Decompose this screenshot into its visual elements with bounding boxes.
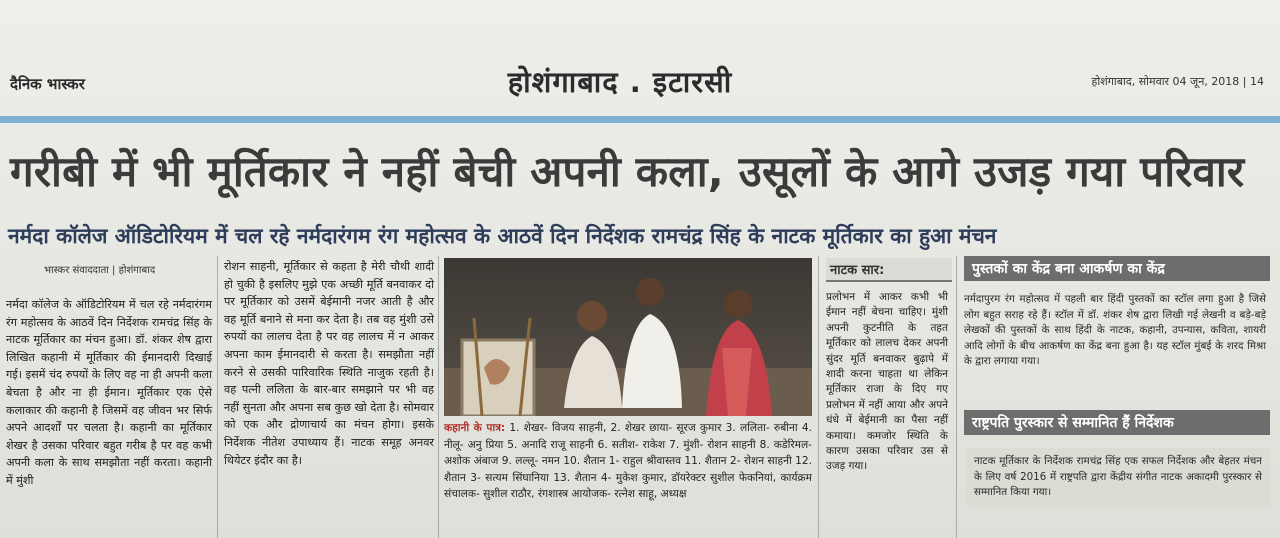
photo-caption bbox=[444, 420, 812, 503]
caption-text: 1. शेखर- विजय साहनी, 2. शेखर छाया- सूरज कुमार 3. ललिता- रुबीना 4. नीलू- अनु प्रिया 5. अनादि राजू साहनी 6. सतीश- राकेश 7. मुंशी- रोशन साहनी 8. कडेरिमल- अशोक अंबाज 9. लल्लू- नमन 10. शैतान 1- राहुल श्रीवास्तव 11. शैतान 2- रोशन साहनी 12. शैतान 3- सत्यम सिंघानिया 13. शैतान 4- मुकेश कुमार, डॉयरेक्टर सुशील फेकनियां, कार्यक्रम संचालक- सुशील राठौर, रंगशास्त्र आयोजक- रत्नेश साहू, अध्यक्ष bbox=[444, 422, 812, 500]
caption-lead: कहानी के पात्र: bbox=[444, 422, 506, 434]
edition-city: होशंगाबाद . इटारसी bbox=[507, 65, 733, 99]
column-divider bbox=[217, 256, 218, 538]
column-divider bbox=[818, 256, 819, 538]
article-headline: गरीबी में भी मूर्तिकार ने नहीं बेची अपनी कला, उसूलों के आगे उजड़ गया परिवार bbox=[10, 147, 1245, 196]
byline: भास्कर संवाददाता | होशंगाबाद bbox=[44, 265, 156, 276]
award-heading: राष्ट्रपति पुरस्कार से सम्मानित हैं निर्देशक bbox=[964, 410, 1270, 435]
article-subheadline: नर्मदा कॉलेज ऑडिटोरियम में चल रहे नर्मदारंगम रंग महोत्सव के आठवें दिन निर्देशक रामचंद्र सिंह के नाटक मूर्तिकार का हुआ मंचन bbox=[8, 224, 997, 248]
newspaper-brand: दैनिक भास्कर bbox=[10, 75, 85, 93]
column-divider bbox=[956, 256, 957, 538]
natak-saar-heading: नाटक सार: bbox=[826, 258, 952, 282]
award-text: नाटक मूर्तिकार के निर्देशक रामचंद्र सिंह एक सफल निर्देशक और बेहतर मंचन के लिए वर्ष 2016 में राष्ट्रपति द्वारा केंद्रीय संगीत नाटक अकादमी पुरस्कार से सम्मानित किया गया। bbox=[966, 448, 1270, 507]
books-stall-heading: पुस्तकों का केंद्र बना आकर्षण का केंद्र bbox=[964, 256, 1270, 281]
article-column-1: नर्मदा कॉलेज के ऑडिटोरियम में चल रहे नर्मदारंगम रंग महोत्सव के आठवें दिन निर्देशक रामचंद्र सिंह के नाटक मूर्तिकार का मंचन हुआ। डॉ. शंकर शेष द्वारा लिखित कहानी में मूर्तिकार की ईमानदारी दिखाई गई। इसमें चंद रुपयों के लिए वह ना ही अपनी कला बेचता है और ना ही ईमान। मूर्तिकार एक ऐसे कलाकार की कहानी है जिसमें वह जीवन भर सिर्फ अपने आदर्शों पर चलता है। कहानी का मूर्तिकार शेखर है उसका परिवार बहुत गरीब है पर वह कभी अपनी कला के साथ समझौता नहीं करता। कहानी में मुंशी bbox=[6, 298, 212, 487]
play-photo bbox=[444, 258, 812, 416]
natak-saar-text: प्रलोभन में आकर कभी भी ईमान नहीं बेचना चाहिए। मुंशी अपनी कुटनीति के तहत मूर्तिकार को लालच देकर अपनी सुंदर मूर्ति बनवाकर बुढ़ापे में शादी करना चाहता था लेकिन मूर्तिकार राजा के दिए गए प्रलोभन में नहीं आया और अपने धंधे में बेईमानी का पैसा नहीं कमाया। कमजोर स्थिति के कारण उसका परिवार उस से उजड़ गया। bbox=[826, 291, 948, 473]
stage-scene-illustration bbox=[444, 258, 812, 416]
masthead-rule bbox=[0, 116, 1280, 123]
masthead bbox=[0, 62, 1280, 110]
column-divider bbox=[438, 256, 439, 538]
dateline: होशंगाबाद, सोमवार 04 जून, 2018 | 14 bbox=[1091, 75, 1264, 88]
books-stall-text: नर्मदापुरम रंग महोत्सव में पहली बार हिंदी पुस्तकों का स्टॉल लगा हुआ है जिसे लोग बहुत सराह रहे हैं। स्टॉल में डॉ. शंकर शेष द्वारा लिखी गई लेखनी व बड़े-बड़े लेखकों की पुस्तकों के साथ हिंदी के नाटक, कहानी, उपन्यास, कविता, शायरी आदि लोगों के बीच आकर्षण का केंद्र बना हुआ है। यह स्टॉल मुंबई के शरद मिश्रा के द्वारा लगाया गया। bbox=[964, 293, 1266, 368]
article-column-2: रोशन साहनी, मूर्तिकार से कहता है मेरी चौथी शादी हो चुकी है इसलिए मुझे एक अच्छी मूर्ति बनवाकर दो पर मूर्तिकार को उसमें बेईमानी नजर आती है और वह मूर्ति बनाने से मना कर देता है। तब वह मुंशी उसे रुपयों का लालच देता है पर वह लालच में न आकर अपना काम ईमानदारी से करता है। समझौता नहीं करने से उसकी पारिवारिक स्थिति नाजुक रहती है। वह पत्नी ललिता के बार-बार समझाने पर भी वह नहीं सुनता और अपना सब कुछ खो देता है। सोमवार को एक और द्रोणाचार्य का मंचन होगा। इसके निर्देशक नीतेश उपाध्याय हैं। नाटक समूह अनवर थियेटर इंदौर का है। bbox=[224, 260, 434, 467]
